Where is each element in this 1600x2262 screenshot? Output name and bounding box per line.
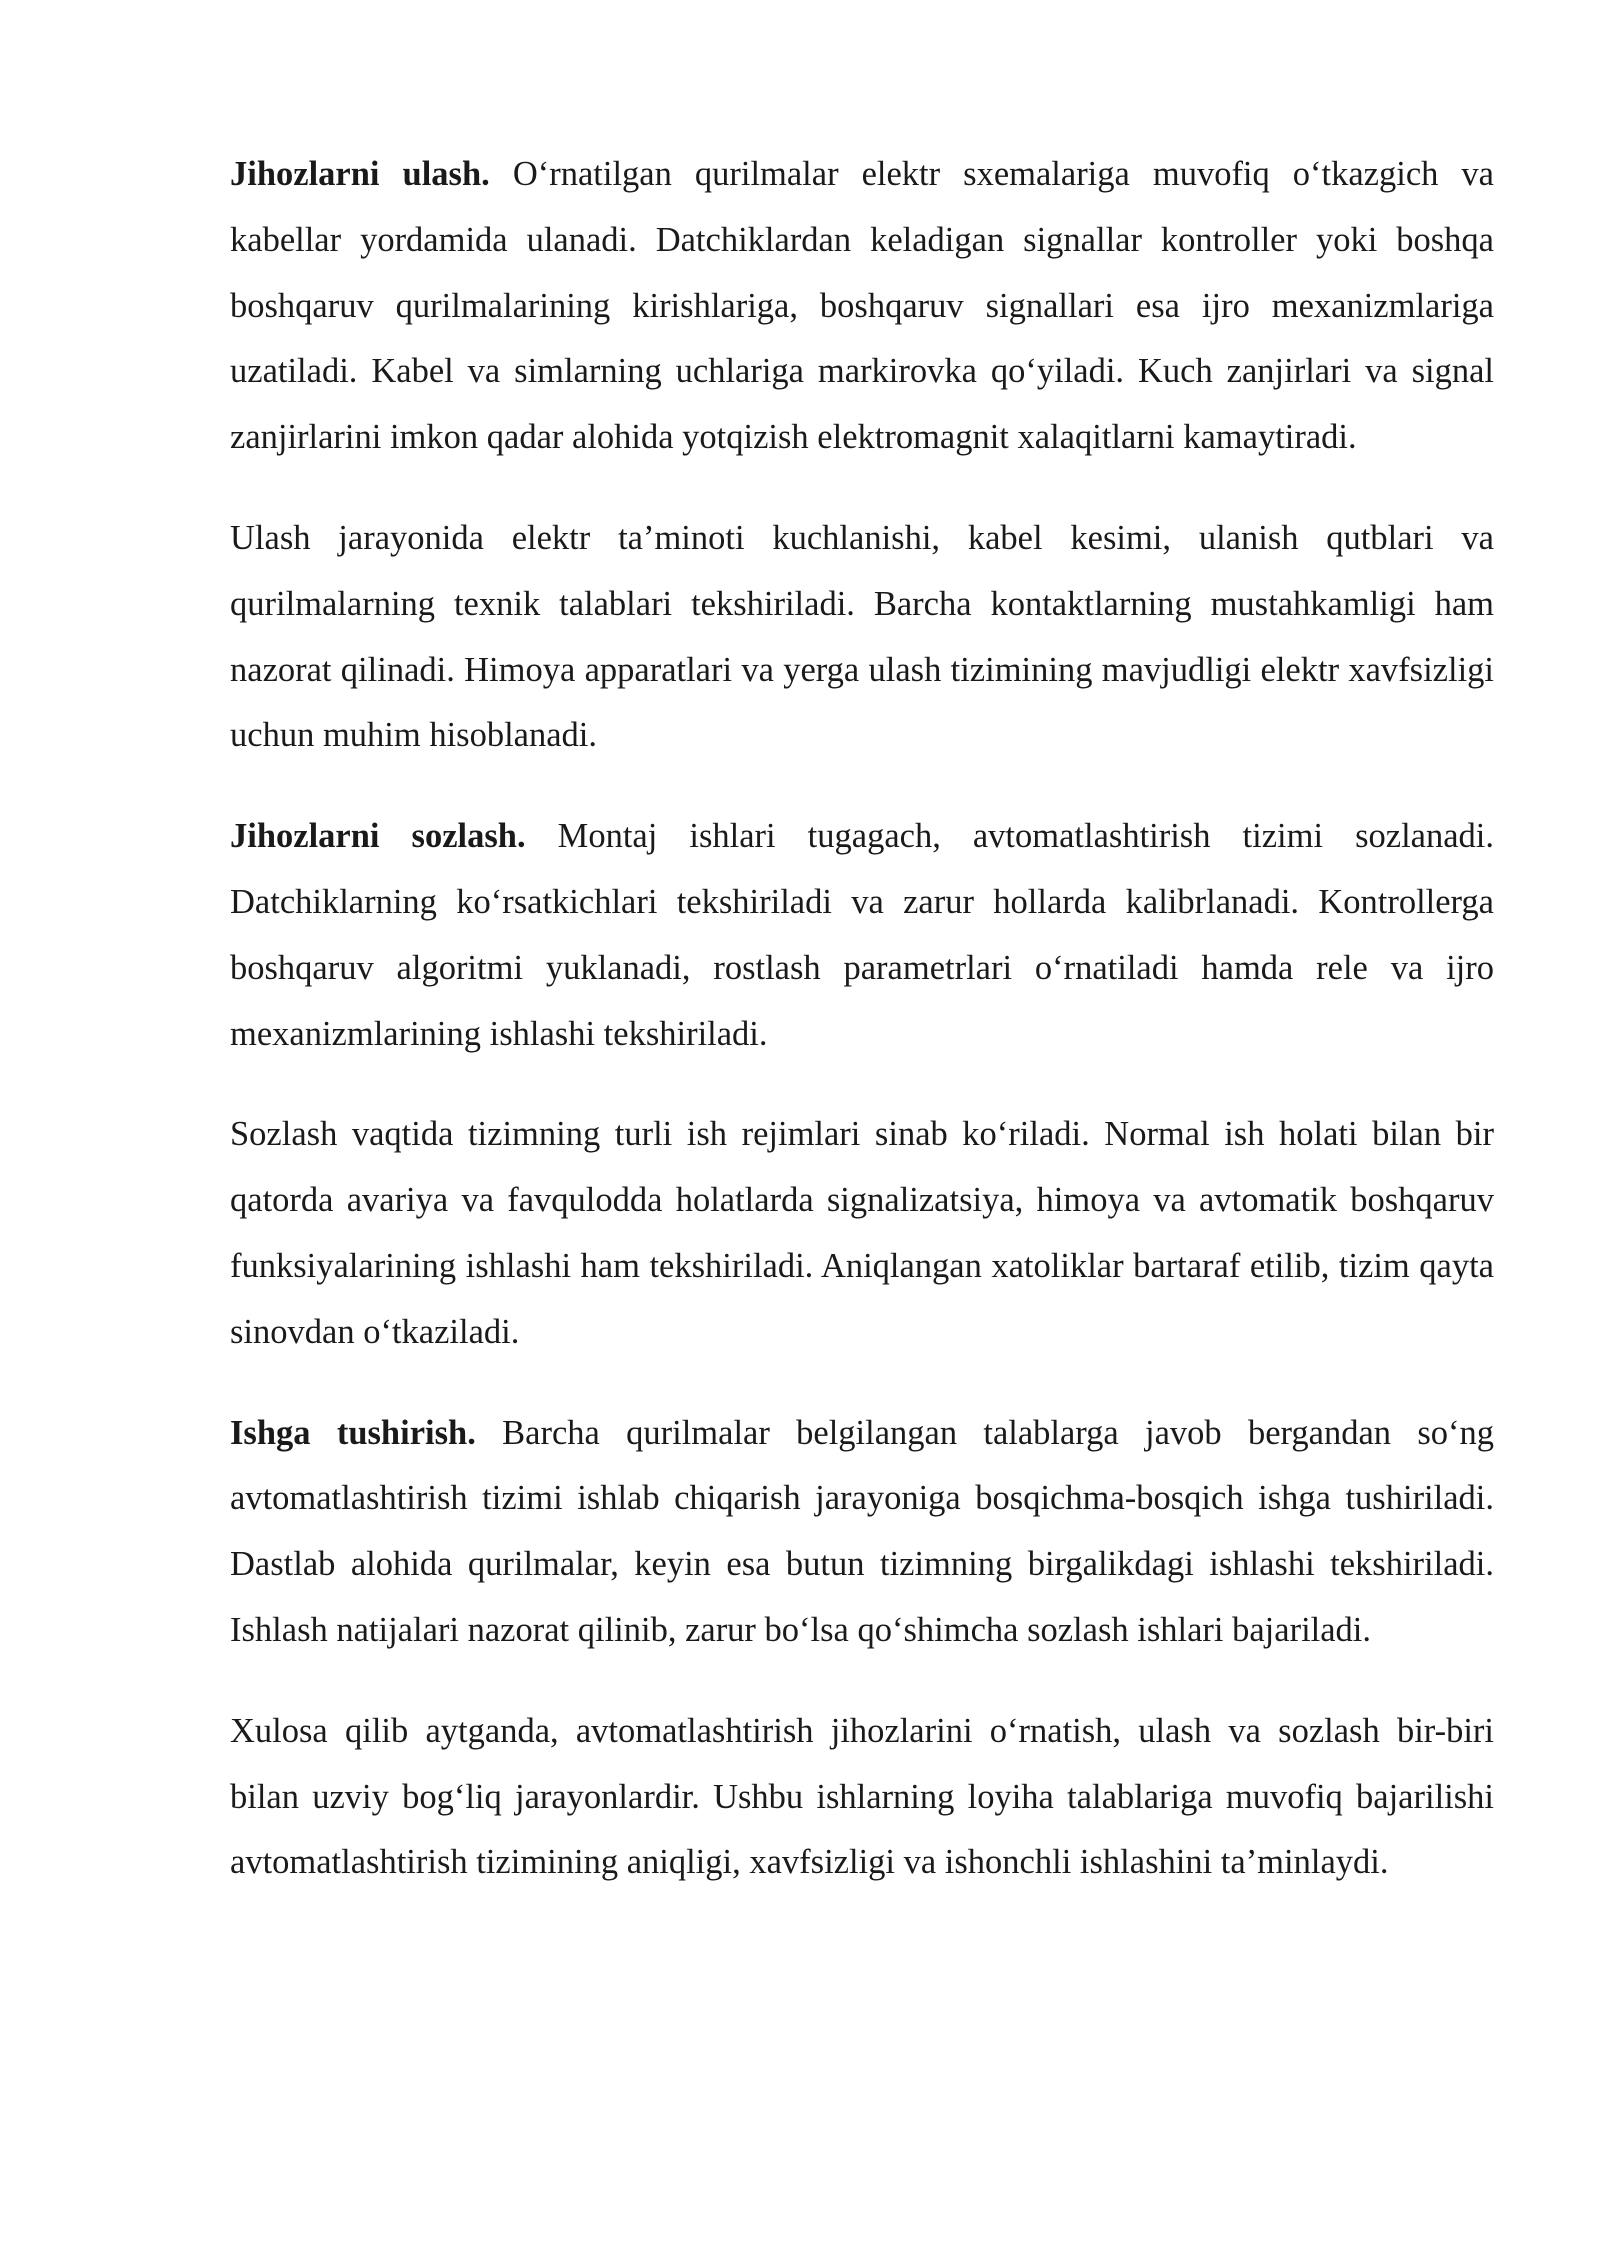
paragraph-configuring-equipment bbox=[230, 804, 1494, 1067]
paragraph-text: Ulash jarayonida elektr ta’minoti kuchlanishi, kabel kesimi, ulanish qutblari va qurilmalarning texnik talablari tekshiriladi. Barcha kontaktlarning mustahkamligi ham nazorat qilinadi. Himoya apparatlari va yerga ulash tizimining mavjudligi elektr xavfsizligi uchun muhim hisoblanadi. bbox=[230, 518, 1494, 755]
paragraph-text: Sozlash vaqtida tizimning turli ish rejimlari sinab ko‘riladi. Normal ish holati bilan bir qatorda avariya va favqulodda holatlarda signalizatsiya, himoya va avtomatik boshqaruv funksiyalarining ishlashi ham tekshiriladi. Aniqlangan xatoliklar bartaraf etilib, tizim qayta sinovdan o‘tkaziladi. bbox=[230, 1115, 1494, 1351]
paragraph-text: Barcha qurilmalar belgilangan talablarga javob bergandan so‘ng avtomatlashtirish tizimi ishlab chiqarish jarayoniga bosqichma-bosqich ishga tushiriladi. Dastlab alohida qurilmalar, keyin esa butun tizimning birgalikdagi ishlashi tekshiriladi. Ishlash natijalari nazorat qilinib, zarur bo‘lsa qo‘shimcha sozlash ishlari bajariladi. bbox=[230, 1413, 1494, 1649]
paragraph-commissioning bbox=[230, 1401, 1494, 1664]
paragraph-connection-checks bbox=[230, 506, 1494, 769]
section-heading-configuring: Jihozlarni sozlash. bbox=[230, 817, 526, 856]
paragraph-configuration-modes bbox=[230, 1102, 1494, 1365]
paragraph-conclusion bbox=[230, 1699, 1494, 1896]
section-heading-commissioning: Ishga tushirish. bbox=[230, 1413, 476, 1452]
section-heading-connecting: Jihozlarni ulash. bbox=[230, 155, 490, 193]
paragraph-connecting-equipment bbox=[230, 142, 1494, 471]
paragraph-text: Xulosa qilib aytganda, avtomatlashtirish jihozlarini o‘rnatish, ulash va sozlash bir-biri bilan uzviy bog‘liq jarayonlardir. Ushbu ishlarning loyiha talablariga muvofiq bajarilishi avtomatlashtirish tizimining aniqligi, xavfsizligi va ishonchli ishlashini ta’minlaydi. bbox=[230, 1711, 1494, 1882]
paragraph-text: O‘rnatilgan qurilmalar elektr sxemalariga muvofiq o‘tkazgich va kabellar yordamida ulanadi. Datchiklardan keladigan signallar kontroller yoki boshqa boshqaruv qurilmalarining kirishlariga, boshqaruv signallari esa ijro mexanizmlariga uzatiladi. Kabel va simlarning uchlariga markirovka qo‘yiladi. Kuch zanjirlari va signal zanjirlarini imkon qadar alohida yotqizish elektromagnit xalaqitlarni kamaytiradi. bbox=[230, 155, 1494, 457]
paragraph-text: Montaj ishlari tugagach, avtomatlashtirish tizimi sozlanadi. Datchiklarning ko‘rsatkichlari tekshiriladi va zarur hollarda kalibrlanadi. Kontrollerga boshqaruv algoritmi yuklanadi, rostlash parametrlari o‘rnatiladi hamda rele va ijro mexanizmlarining ishlashi tekshiriladi. bbox=[230, 817, 1494, 1053]
document-page bbox=[230, 142, 1494, 1931]
